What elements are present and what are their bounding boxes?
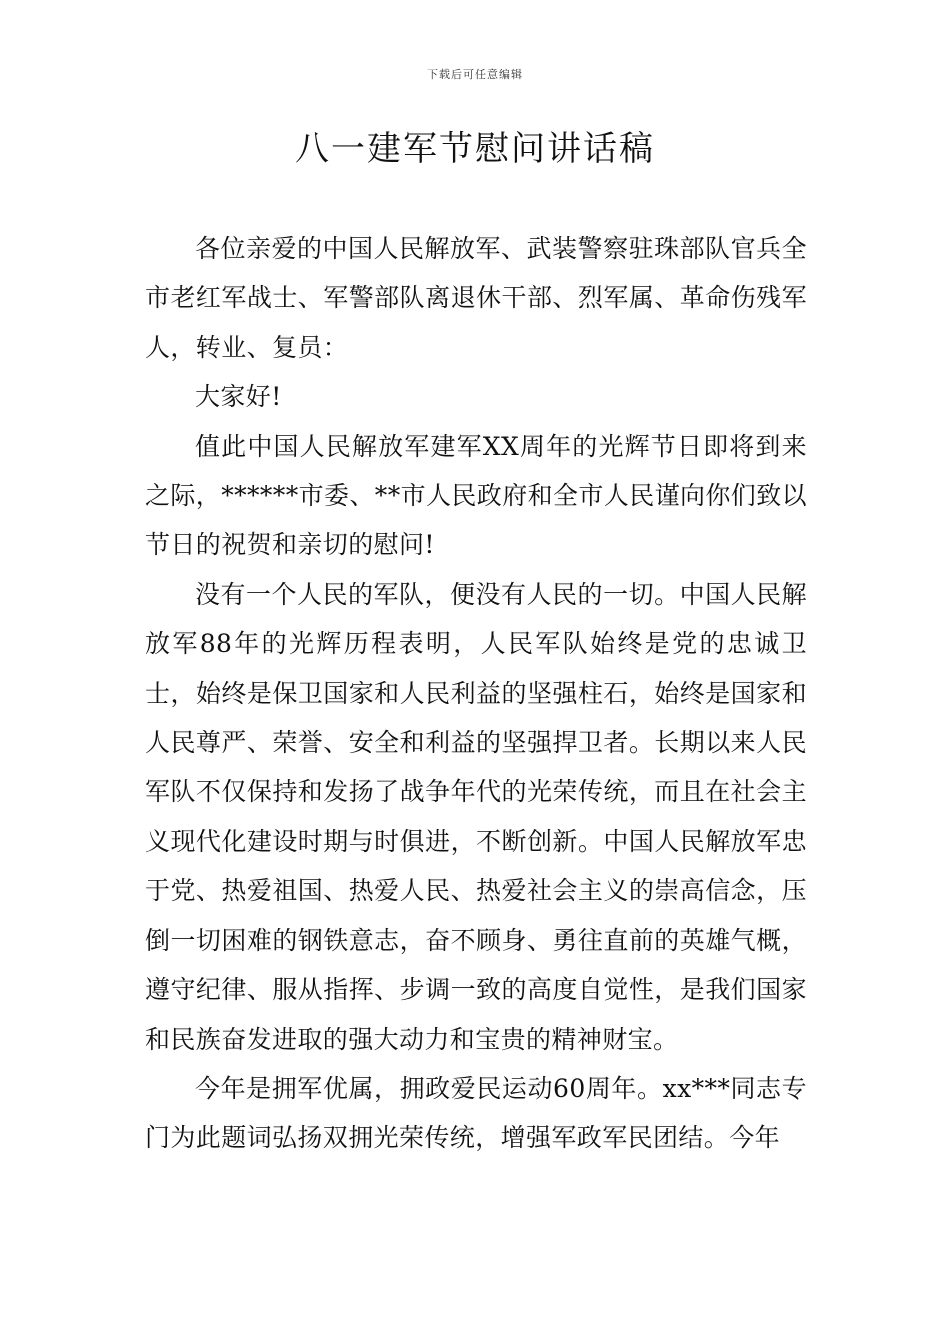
paragraph-army-history: 没有一个人民的军队，便没有人民的一切。中国人民解放军88年的光辉历程表明，人民军队始终是党的忠诚卫士，始终是保卫国家和人民利益的坚强柱石，始终是国家和人民尊严、荣誉、安全和利益的坚强捍卫者。长期以来人民军队不仅保持和发扬了战争年代的光荣传统，而且在社会主义现代化建设时期与时俱进，不断创新。中国人民解放军忠于党、热爱祖国、热爱人民、热爱社会主义的崇高信念，压倒一切困难的钢铁意志，奋不顾身、勇往直前的英雄气概，遵守纪律、服从指挥、步调一致的高度自觉性，是我们国家和民族奋发进取的强大动力和宝贵的精神财宝。 (145, 579, 807, 1054)
document-title: 八一建军节慰问讲话稿 (295, 129, 655, 169)
paragraph-congratulation: 值此中国人民解放军建军XX周年的光辉节日即将到来之际，******市委、**市人民政府和全市人民谨向你们致以节日的祝贺和亲切的慰问! (145, 431, 808, 560)
header-note: 下载后可任意编辑 (427, 68, 523, 81)
paragraph-double-support: 今年是拥军优属，拥政爱民运动60周年。xx***同志专门为此题词弘扬双拥光荣传统，增强军政军民团结。今年 (145, 1073, 807, 1153)
paragraph-salutation: 各位亲爱的中国人民解放军、武装警察驻珠部队官兵全市老红军战士、军警部队离退休干部、烈军属、革命伤残军人，转业、复员： (145, 234, 807, 362)
paragraph-greeting: 大家好! (195, 382, 282, 412)
document-body (145, 224, 807, 1163)
